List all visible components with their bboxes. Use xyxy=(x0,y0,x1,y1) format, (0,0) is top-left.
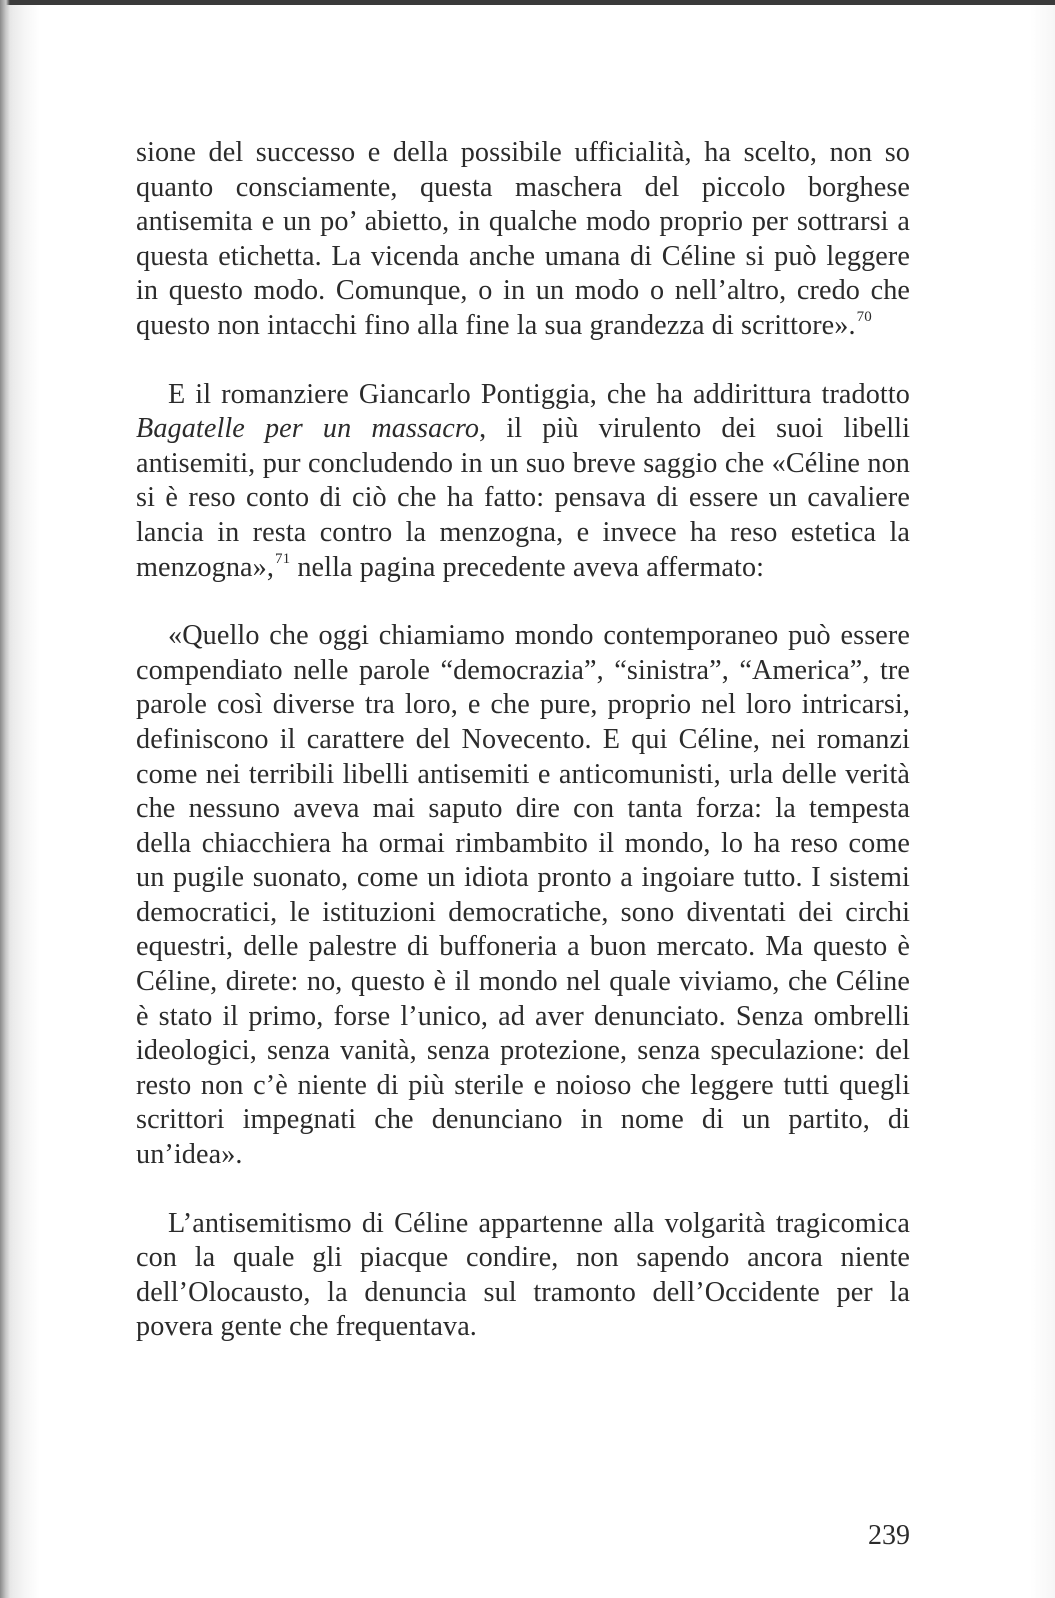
paragraph-continuation xyxy=(136,136,910,344)
paragraph-end: nella pagina precedente aveva affermato: xyxy=(290,551,765,583)
paragraph-antisemitism xyxy=(136,1207,910,1345)
paragraph-intro: E il romanziere Giancarlo Pontiggia, che ha addirittura tradotto xyxy=(168,378,910,410)
footnote-marker: 71 xyxy=(274,550,291,567)
body-text xyxy=(136,136,910,1345)
paragraph-middle: , il più virulento dei suoi libelli antisemiti, pur concludendo in un suo breve saggio che «Céline non si è reso conto di ciò che ha fatto: pensava di essere un cavaliere lancia in resta contro la menzogna, e invece ha reso estetica la menzogna», xyxy=(136,413,910,583)
paragraph-pontiggia xyxy=(136,378,910,586)
paragraph-text: sione del successo e della possibile ufficialità, ha scelto, non so quanto consciamente, questa maschera del piccolo borghese antisemita e un po’ abietto, in qualche modo proprio per sottrarsi a questa etichetta. La vicenda anche umana di Céline si può leggere in questo modo. Comunque, o in un modo o nell’altro, credo che questo non intacchi fino alla fine la sua grandezza di scrittore». xyxy=(136,137,910,341)
footnote-marker: 70 xyxy=(856,308,872,325)
quote-text: «Quello che oggi chiamiamo mondo contemporaneo può essere compendiato nelle parole “democrazia”, “sinistra”, “America”, tre parole così diverse tra loro, e che pure, proprio nel loro intricarsi, definiscono il carattere del Novecento. E qui Céline, nei romanzi come nei terribili libelli antisemiti e anticomunisti, urla delle verità che nessuno aveva mai saputo dire con tanta forza: la tempesta della chiacchiera ha ormai rimbambito il mondo, lo ha reso come un pugile suonato, come un idiota pronto a ingoiare tutto. I sistemi democratici, le istituzioni democratiche, sono diventati dei circhi equestri, delle palestre di buffoneria a buon mercato. Ma questo è Céline, direte: no, questo è il mondo nel quale viviamo, che Céline è stato il primo, forse l’unico, ad aver denunciato. Senza ombrelli ideologici, senza vanità, senza protezione, senza speculazione: del resto non c’è niente di più sterile e noioso che leggere tutti quegli scrittori impegnati che denunciano in nome di un partito, di un’idea». xyxy=(136,620,910,1171)
page-number: 239 xyxy=(868,1520,910,1551)
book-title: Bagatelle per un massacro xyxy=(136,413,480,445)
page-top-edge xyxy=(0,0,1055,5)
paragraph-text: L’antisemitismo di Céline appartenne alla volgarità tragicomica con la quale gli piacque condire, non sapendo ancora niente dell’Olocausto, la denuncia sul tramonto dell’Occidente per la povera gente che frequentava. xyxy=(136,1207,910,1343)
binding-shadow xyxy=(0,0,10,1598)
block-quote xyxy=(136,619,910,1173)
